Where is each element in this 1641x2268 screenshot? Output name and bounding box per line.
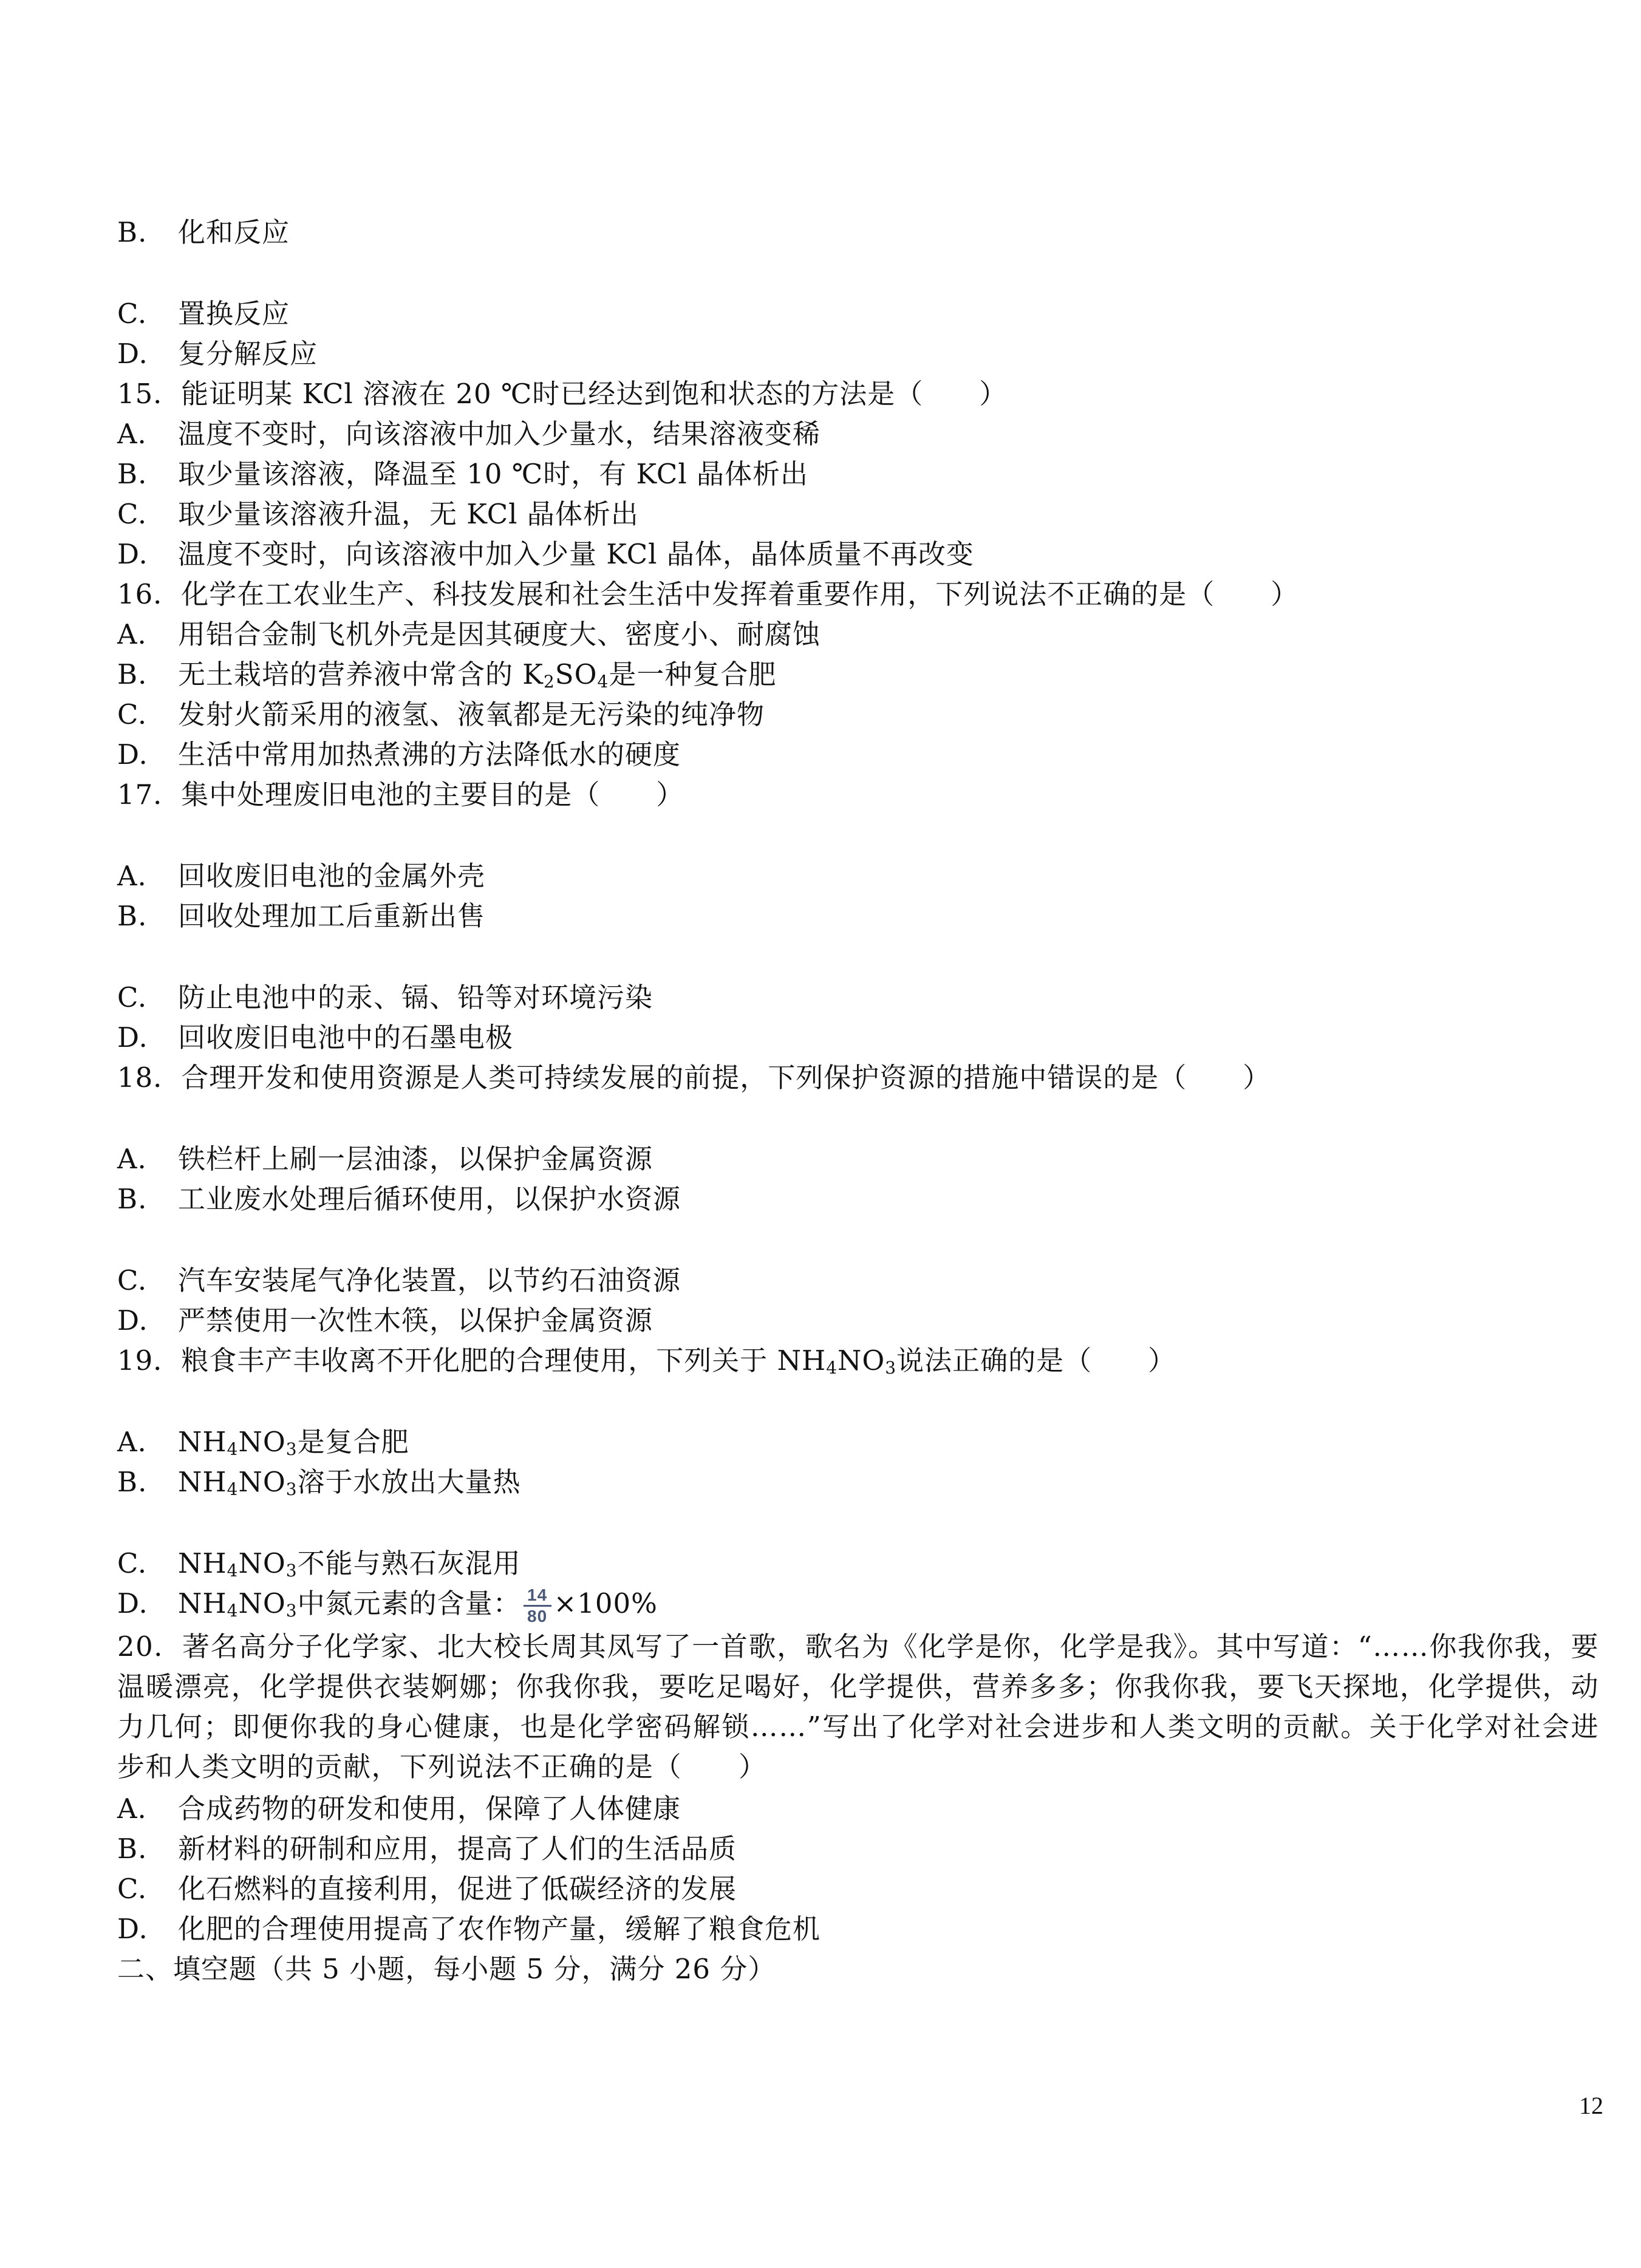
option-text: 回收废旧电池中的石墨电极 <box>178 1021 514 1054</box>
option-letter: D. <box>117 738 148 771</box>
option-letter: A. <box>117 618 147 650</box>
option-text: 防止电池中的汞、镉、铅等对环境污染 <box>178 981 653 1013</box>
formula-no: NO <box>238 1587 286 1619</box>
q20-option-c <box>117 1871 737 1907</box>
q15-option-c <box>117 497 639 532</box>
formula-no: NO <box>238 1547 286 1579</box>
subscript: 3 <box>285 1601 298 1621</box>
option-letter: C. <box>117 298 148 330</box>
option-text: 温度不变时，向该溶液中加入少量水，结果溶液变稀 <box>178 418 821 450</box>
option-letter: C. <box>117 698 148 730</box>
q16-option-d <box>117 737 681 772</box>
option-text: 温度不变时，向该溶液中加入少量 KCl 晶体，晶体质量不再改变 <box>178 538 974 570</box>
q19-option-a <box>117 1425 409 1460</box>
q15-option-b <box>117 457 808 492</box>
option-letter: B. <box>117 1466 148 1498</box>
formula-part: NO <box>838 1344 885 1377</box>
option-text-pre: 无土栽培的营养液中常含的 K <box>178 658 544 690</box>
option-letter: D. <box>117 1913 148 1945</box>
option-letter: B. <box>117 1833 148 1865</box>
q18-option-b <box>117 1182 681 1217</box>
subscript: 4 <box>597 672 609 692</box>
option-text: 生活中常用加热煮沸的方法降低水的硬度 <box>178 738 681 771</box>
q20-stem: 20．著名高分子化学家、北大校长周其凤写了一首歌，歌名为《化学是你，化学是我》。其中写道：“……你我你我，要温暖漂亮，化学提供衣装婀娜；你我你我，要吃足喝好，化学提供，营养多多；你我你我，要飞天探地，化学提供，动力几何；即便你我的身心健康，也是化学密码解锁……”写出了化学对社会进步和人类文明的贡献。关于化学对社会进步和人类文明的贡献，下列说法不正确的是（ ） <box>117 1630 1599 1783</box>
option-text: 是复合肥 <box>297 1426 409 1458</box>
option-text: 溶于水放出大量热 <box>297 1466 521 1498</box>
option-letter: B. <box>117 658 148 690</box>
option-text: 用铝合金制飞机外壳是因其硬度大、密度小、耐腐蚀 <box>178 618 821 650</box>
q14-option-d <box>117 336 318 372</box>
option-text: 合成药物的研发和使用，保障了人体健康 <box>178 1793 681 1825</box>
q15-option-d <box>117 537 974 572</box>
option-letter: D. <box>117 1021 148 1054</box>
q20-option-d <box>117 1912 820 1947</box>
option-text-post: 是一种复合肥 <box>609 658 777 690</box>
q16-option-a <box>117 617 820 652</box>
option-text: 工业废水处理后循环使用，以保护水资源 <box>178 1183 681 1215</box>
q15-option-a <box>117 417 820 452</box>
formula-no: NO <box>238 1466 286 1498</box>
option-letter: D. <box>117 338 148 370</box>
option-text: 化肥的合理使用提高了农作物产量，缓解了粮食危机 <box>178 1913 821 1945</box>
option-letter: C. <box>117 981 148 1013</box>
q20-option-a <box>117 1791 681 1827</box>
formula-nh: NH <box>178 1466 227 1498</box>
q17-stem: 17．集中处理废旧电池的主要目的是（ ） <box>117 778 684 811</box>
fraction-denominator: 80 <box>527 1607 548 1626</box>
q18-option-a <box>117 1142 653 1177</box>
option-letter: C. <box>117 1264 148 1296</box>
q17-option-b <box>117 899 485 934</box>
q17-option-a <box>117 859 485 894</box>
option-text: 化和反应 <box>178 216 290 248</box>
subscript: 4 <box>227 1601 239 1621</box>
option-letter: B. <box>117 900 148 932</box>
q19-stem <box>117 1343 1176 1378</box>
option-letter: C. <box>117 498 148 530</box>
option-text: 严禁使用一次性木筷，以保护金属资源 <box>178 1304 653 1337</box>
q17-option-c <box>117 980 653 1015</box>
option-text: 取少量该溶液升温，无 KCl 晶体析出 <box>178 498 639 530</box>
q16-option-b <box>117 657 776 692</box>
q16-option-c <box>117 697 765 732</box>
option-letter: A. <box>117 418 147 450</box>
option-letter: C. <box>117 1547 148 1579</box>
option-letter: C. <box>117 1873 148 1905</box>
formula-nh: NH <box>178 1547 227 1579</box>
option-letter: A. <box>117 1426 147 1458</box>
subscript: 3 <box>885 1358 897 1378</box>
subscript: 3 <box>285 1561 298 1581</box>
subscript: 3 <box>285 1479 298 1499</box>
subscript: 4 <box>826 1358 838 1378</box>
option-text-tail: ×100% <box>553 1587 658 1619</box>
section-heading: 二、填空题（共 5 小题，每小题 5 分，满分 26 分） <box>117 1953 776 1985</box>
formula-nh: NH <box>178 1587 227 1619</box>
option-text: 中氮元素的含量： <box>297 1587 521 1619</box>
option-text: 回收废旧电池的金属外壳 <box>178 860 486 892</box>
option-text: 化石燃料的直接利用，促进了低碳经济的发展 <box>178 1873 737 1905</box>
option-text: 发射火箭采用的液氢、液氧都是无污染的纯净物 <box>178 698 765 730</box>
option-letter: A. <box>117 1143 147 1175</box>
stem-text-pre: 19．粮食丰产丰收离不开化肥的合理使用，下列关于 NH <box>117 1344 827 1377</box>
subscript: 3 <box>285 1439 298 1459</box>
subscript: 4 <box>227 1561 239 1581</box>
q15-stem: 15．能证明某 KCl 溶液在 20 ℃时已经达到饱和状态的方法是（ ） <box>117 378 1008 410</box>
subscript: 2 <box>543 672 555 692</box>
q20-option-b <box>117 1831 737 1867</box>
option-letter: B. <box>117 216 148 248</box>
option-text: 汽车安装尾气净化装置，以节约石油资源 <box>178 1264 681 1296</box>
q19-option-c <box>117 1546 521 1581</box>
q19-option-d <box>117 1586 658 1625</box>
subscript: 4 <box>227 1479 239 1499</box>
q16-stem: 16．化学在工农业生产、科技发展和社会生活中发挥着重要作用，下列说法不正确的是（ ） <box>117 578 1299 610</box>
stem-text-post: 说法正确的是（ ） <box>896 1344 1176 1377</box>
q17-option-d <box>117 1020 513 1055</box>
option-letter: D. <box>117 1304 148 1337</box>
option-text: 回收处理加工后重新出售 <box>178 900 486 932</box>
option-letter: A. <box>117 860 147 892</box>
option-letter: A. <box>117 1793 147 1825</box>
q18-option-c <box>117 1263 681 1298</box>
q18-stem: 18．合理开发和使用资源是人类可持续发展的前提，下列保护资源的措施中错误的是（ ） <box>117 1061 1271 1094</box>
formula-nh: NH <box>178 1426 227 1458</box>
formula-no: NO <box>238 1426 286 1458</box>
option-letter: D. <box>117 538 148 570</box>
q19-option-b <box>117 1465 521 1500</box>
option-text: 取少量该溶液，降温至 10 ℃时，有 KCl 晶体析出 <box>178 458 809 490</box>
option-text: 复分解反应 <box>178 338 318 370</box>
option-letter: B. <box>117 1183 148 1215</box>
q14-option-c <box>117 296 290 332</box>
q18-option-d <box>117 1303 653 1338</box>
fraction-image <box>524 1587 551 1625</box>
option-text: 不能与熟石灰混用 <box>297 1547 521 1579</box>
q14-option-b <box>117 215 290 250</box>
formula-part: SO <box>554 658 598 690</box>
option-letter: D. <box>117 1587 148 1619</box>
option-text: 铁栏杆上刷一层油漆，以保护金属资源 <box>178 1143 653 1175</box>
subscript: 4 <box>227 1439 239 1459</box>
option-text: 置换反应 <box>178 298 290 330</box>
page-number: 12 <box>1579 2092 1603 2119</box>
option-text: 新材料的研制和应用，提高了人们的生活品质 <box>178 1833 737 1865</box>
option-letter: B. <box>117 458 148 490</box>
fraction-numerator: 14 <box>527 1585 548 1604</box>
